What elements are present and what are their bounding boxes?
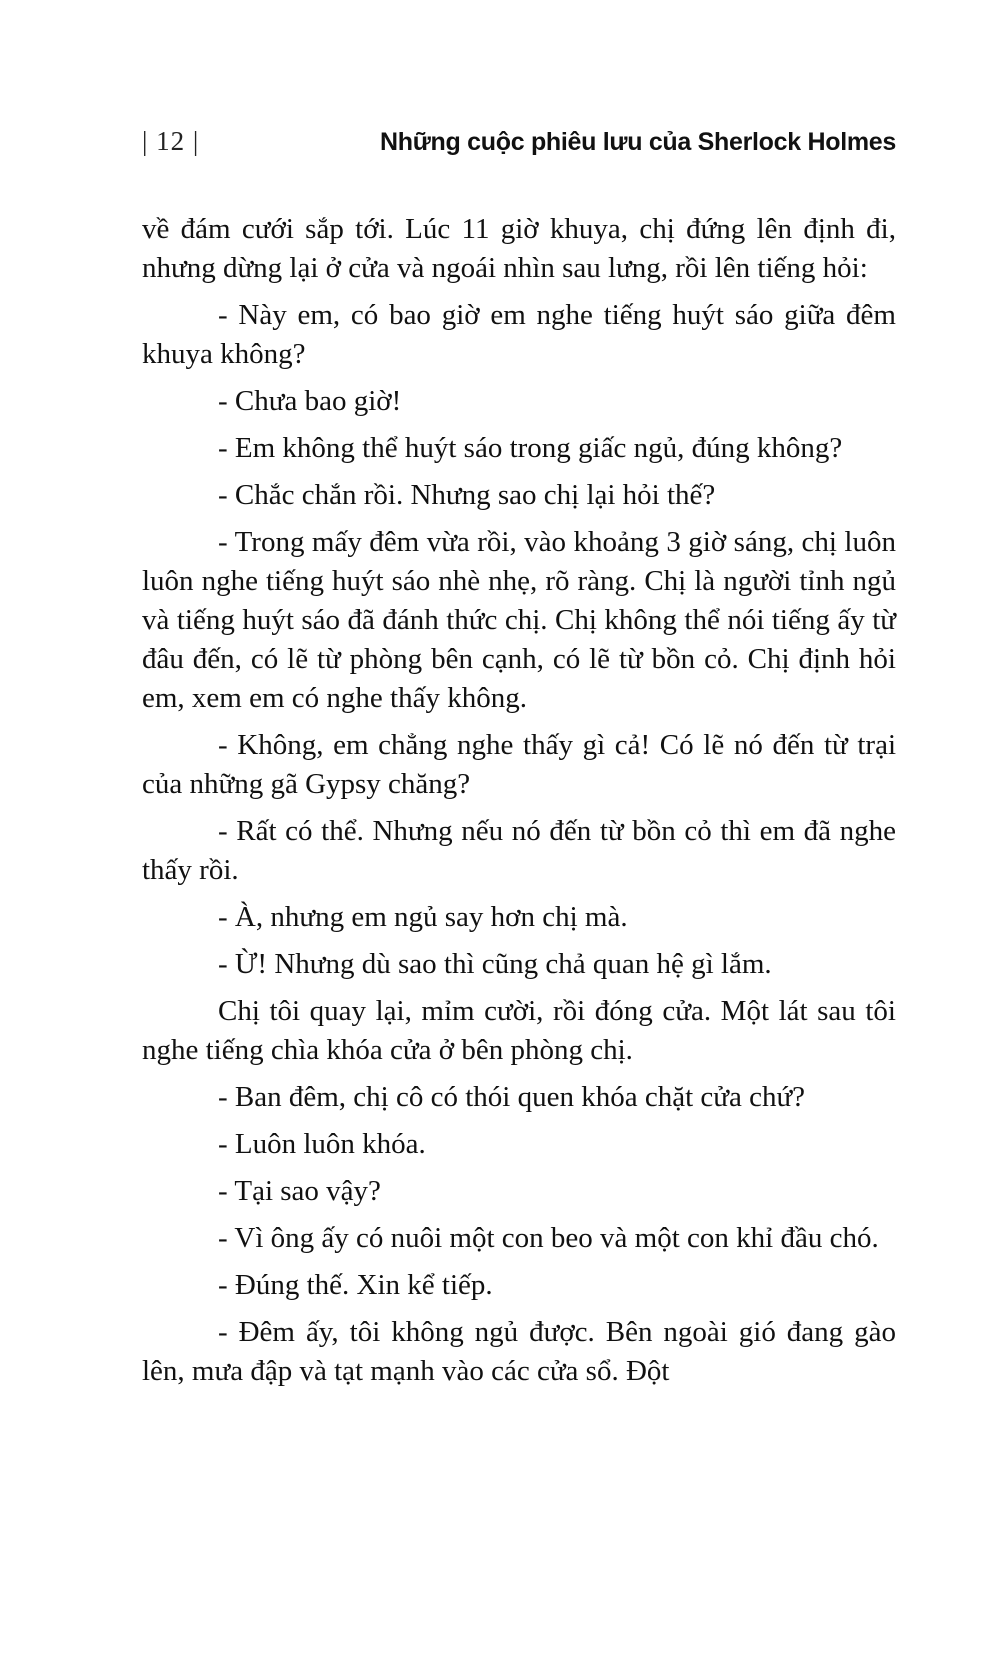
body-text [142,210,896,1399]
paragraph: - Này em, có bao giờ em nghe tiếng huýt sáo giữa đêm khuya không? [142,299,896,370]
paragraph: - Không, em chẳng nghe thấy gì cả! Có lẽ nó đến từ trại của những gã Gypsy chăng? [142,729,896,800]
paragraph: - Em không thể huýt sáo trong giấc ngủ, đúng không? [218,432,843,464]
paragraph: - Rất có thể. Nhưng nếu nó đến từ bồn cỏ thì em đã nghe thấy rồi. [142,815,896,886]
running-title: Những cuộc phiêu lưu của Sherlock Holmes [380,128,896,156]
page-header [142,126,896,170]
paragraph: - Tại sao vậy? [218,1175,381,1207]
paragraph: Chị tôi quay lại, mỉm cười, rồi đóng cửa. Một lát sau tôi nghe tiếng chìa khóa cửa ở bên phòng chị. [142,995,896,1066]
paragraph: về đám cưới sắp tới. Lúc 11 giờ khuya, chị đứng lên định đi, nhưng dừng lại ở cửa và ngoái nhìn sau lưng, rồi lên tiếng hỏi: [142,213,896,284]
paragraph: - Ừ! Nhưng dù sao thì cũng chả quan hệ gì lắm. [218,948,772,980]
paragraph: - Chưa bao giờ! [218,385,402,417]
paragraph: - Trong mấy đêm vừa rồi, vào khoảng 3 giờ sáng, chị luôn luôn nghe tiếng huýt sáo nhè nhẹ, rõ ràng. Chị là người tỉnh ngủ và tiếng huýt sáo đã đánh thức chị. Chị không thể nói tiếng ấy từ đâu đến, có lẽ từ phòng bên cạnh, có lẽ từ bồn cỏ. Chị định hỏi em, xem em có nghe thấy không. [142,526,896,714]
paragraph: - Đúng thế. Xin kể tiếp. [218,1269,493,1301]
page-number: | 12 | [142,126,200,156]
paragraph: - À, nhưng em ngủ say hơn chị mà. [218,901,628,933]
paragraph: - Đêm ấy, tôi không ngủ được. Bên ngoài gió đang gào lên, mưa đập và tạt mạnh vào các cửa sổ. Đột [142,1316,896,1387]
paragraph: - Chắc chắn rồi. Nhưng sao chị lại hỏi thế? [218,479,716,511]
paragraph: - Vì ông ấy có nuôi một con beo và một con khỉ đầu chó. [218,1222,879,1254]
paragraph: - Luôn luôn khóa. [218,1128,426,1160]
paragraph: - Ban đêm, chị cô có thói quen khóa chặt cửa chứ? [218,1081,806,1113]
